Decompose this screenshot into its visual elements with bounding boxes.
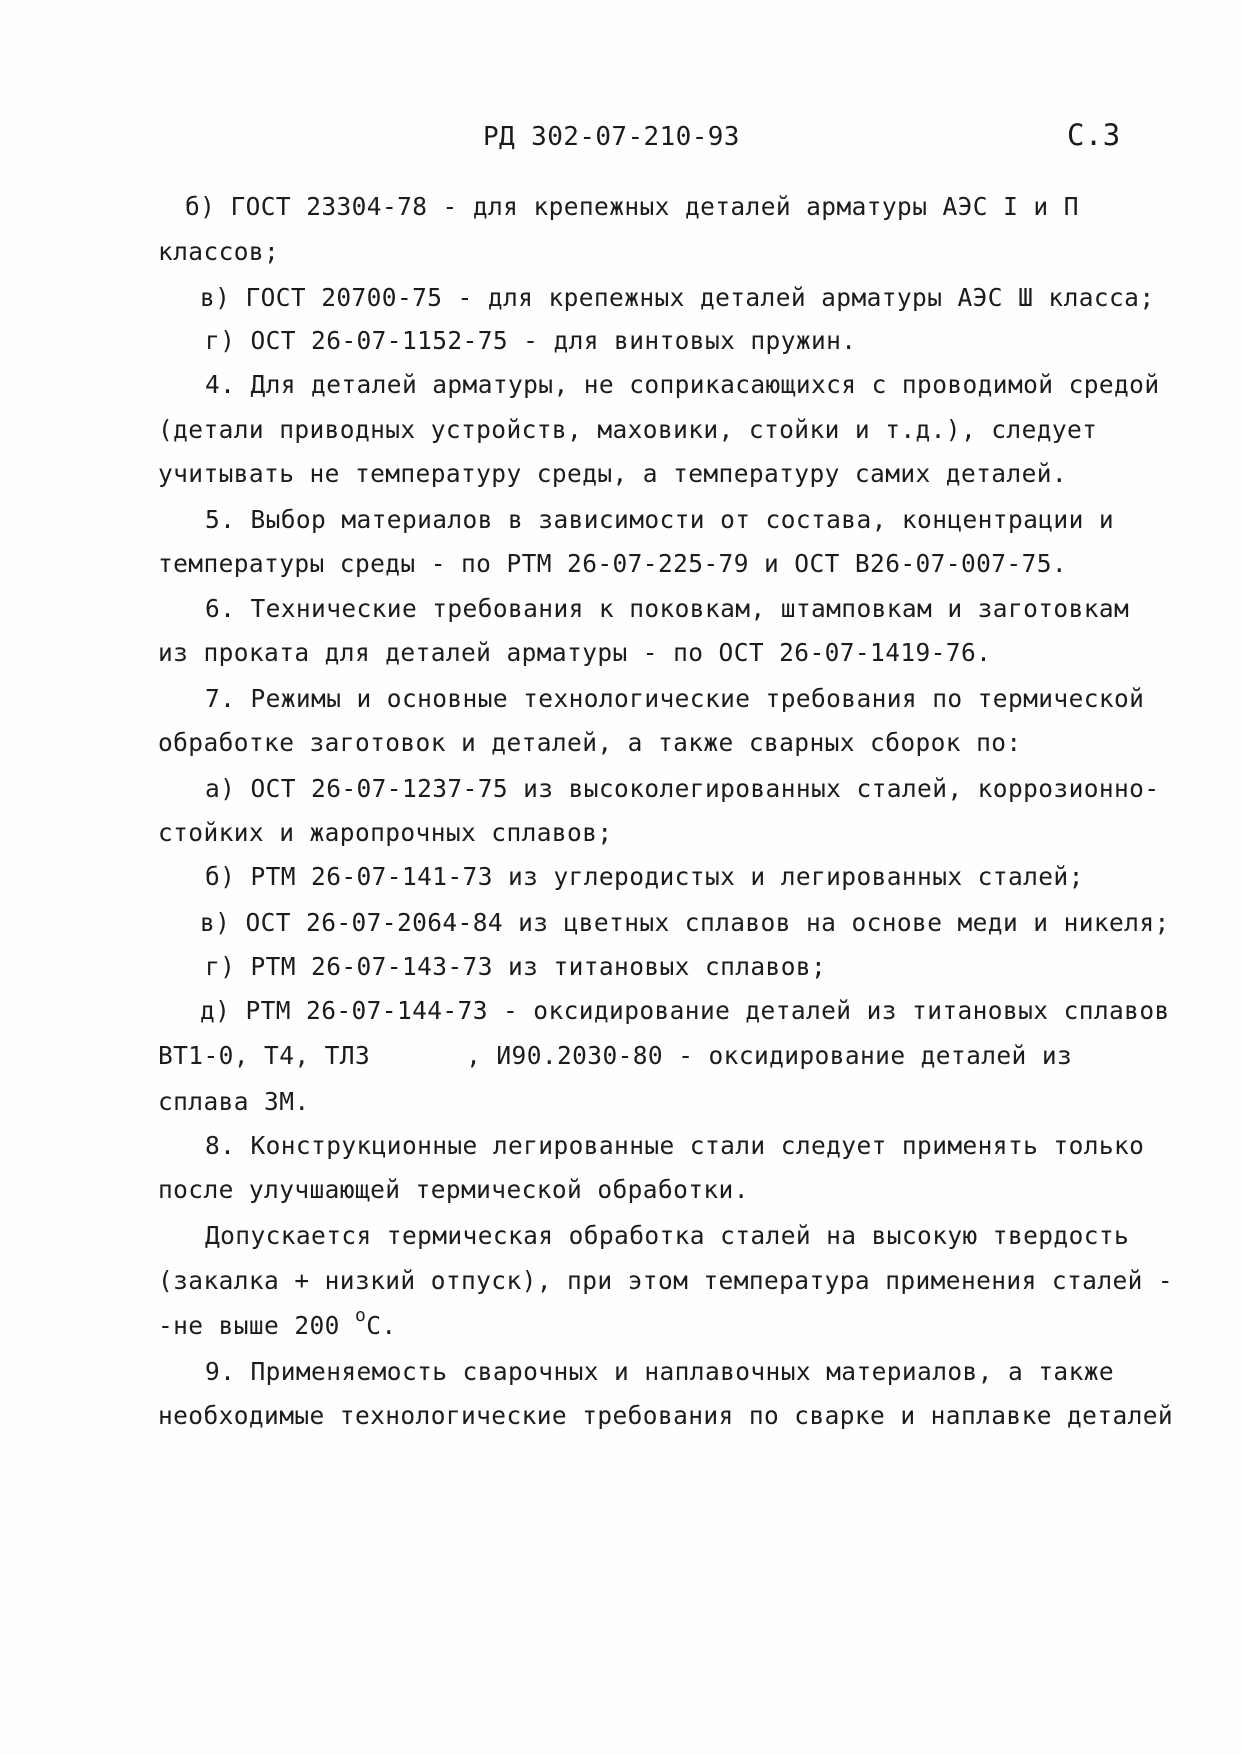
text-fragment: С.: [366, 1311, 397, 1340]
text-line: 4. Для деталей арматуры, не соприкасающихся с проводимой средой: [205, 370, 1160, 399]
text-line: д) РТМ 26-07-144-73 - оксидирование деталей из титановых сплавов: [200, 996, 1170, 1025]
text-line: классов;: [158, 237, 280, 266]
text-line: (закалка + низкий отпуск), при этом температура применения сталей -: [158, 1266, 1174, 1295]
text-line: 7. Режимы и основные технологические требования по термической: [205, 684, 1145, 713]
text-line: из проката для деталей арматуры - по ОСТ 26-07-1419-76.: [158, 638, 992, 667]
text-line: [158, 1041, 1072, 1070]
text-line: (детали приводных устройств, маховики, стойки и т.д.), следует: [158, 415, 1098, 444]
text-line: [158, 1305, 397, 1340]
text-line: после улучшающей термической обработки.: [158, 1175, 749, 1204]
text-line: в) ОСТ 26-07-2064-84 из цветных сплавов на основе меди и никеля;: [200, 908, 1170, 937]
document-code: РД 302-07-210-93: [483, 122, 740, 152]
page-number: С.3: [1067, 118, 1121, 152]
text-line: б) ГОСТ 23304-78 - для крепежных деталей арматуры АЭС I и П: [185, 192, 1079, 221]
text-line: 9. Применяемость сварочных и наплавочных материалов, а также: [205, 1357, 1115, 1386]
text-line: температуры среды - по РТМ 26-07-225-79 и ОСТ В26-07-007-75.: [158, 549, 1068, 578]
text-fragment: -не выше 200: [158, 1311, 355, 1340]
text-line: необходимые технологические требования по сварке и наплавке деталей: [158, 1401, 1174, 1430]
text-line: учитывать не температуру среды, а температуру самих деталей.: [158, 459, 1068, 488]
text-fragment: , И90.2030-80 - оксидирование деталей из: [466, 1041, 1073, 1070]
text-line: 8. Конструкционные легированные стали следует применять только: [205, 1131, 1145, 1160]
text-line: б) РТМ 26-07-141-73 из углеродистых и легированных сталей;: [205, 862, 1084, 891]
text-line: обработке заготовок и деталей, а также сварных сборок по:: [158, 728, 1022, 757]
text-line: 6. Технические требования к поковкам, штамповкам и заготовкам: [205, 594, 1130, 623]
text-fragment: ВТ1-0, Т4, ТЛ3: [158, 1041, 371, 1070]
text-line: г) ОСТ 26-07-1152-75 - для винтовых пружин.: [205, 326, 857, 355]
text-line: г) РТМ 26-07-143-73 из титановых сплавов;: [205, 952, 827, 981]
degree-superscript: о: [354, 1305, 367, 1326]
text-line: а) ОСТ 26-07-1237-75 из высоколегированных сталей, коррозионно-: [205, 774, 1160, 803]
text-line: 5. Выбор материалов в зависимости от состава, концентрации и: [205, 505, 1115, 534]
text-line: в) ГОСТ 20700-75 - для крепежных деталей арматуры АЭС Ш класса;: [200, 283, 1155, 312]
text-line: Допускается термическая обработка сталей на высокую твердость: [205, 1221, 1130, 1250]
text-line: сплава 3М.: [158, 1087, 310, 1116]
text-line: стойких и жаропрочных сплавов;: [158, 818, 613, 847]
